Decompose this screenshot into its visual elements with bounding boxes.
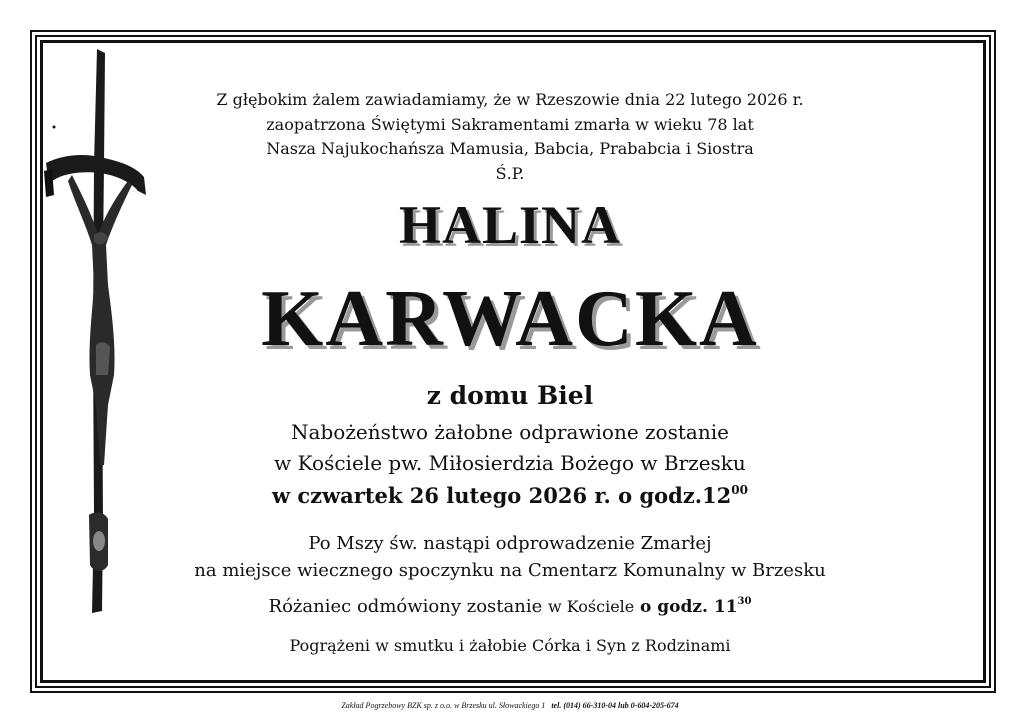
footer-phone: tel. (014) 66-310-04 lub 0-604-205-674	[551, 701, 679, 710]
mourners-line: Pogrążeni w smutku i żałobie Córka i Syn z Rodzinami	[289, 636, 731, 655]
rosary-text: Różaniec odmówiony zostanie	[268, 596, 543, 617]
footer-company: Zakład Pogrzebowy BZK sp. z o.o. w Brzesku ul. Słowackiego 1	[341, 701, 546, 710]
after-mass-line-1: Po Mszy św. nastąpi odprowadzenie Zmarłej	[308, 533, 712, 554]
deceased-first-name: HALINA	[398, 195, 622, 255]
after-mass-line-2: na miejsce wiecznego spoczynku na Cmentarz Komunalny w Brzesku	[194, 560, 826, 581]
sp-abbreviation: Ś.P.	[495, 164, 525, 183]
mass-line-1: Nabożeństwo żałobne odprawione zostanie	[291, 420, 729, 444]
funeral-date-minutes: 00	[731, 483, 748, 497]
intro-line-1: Z głębokim żalem zawiadamiamy, że w Rzeszowie dnia 22 lutego 2026 r.	[216, 90, 804, 109]
rosary-time: o godz. 11	[639, 597, 738, 617]
rosary-place: w Kościele	[547, 597, 635, 616]
rosary-minutes: 30	[737, 596, 752, 607]
deceased-last-name: KARWACKA	[261, 275, 759, 363]
intro-line-2: zaopatrzona Świętymi Sakramentami zmarła w wieku 78 lat	[266, 115, 754, 134]
footer	[120, 701, 900, 710]
funeral-date	[120, 483, 900, 508]
mass-line-2: w Kościele pw. Miłosierdzia Bożego w Brzesku	[274, 451, 746, 475]
maiden-name: z domu Biel	[426, 381, 594, 410]
rosary-line	[120, 596, 900, 617]
funeral-date-text: w czwartek 26 lutego 2026 r. o godz.12	[272, 483, 732, 508]
intro-line-3: Nasza Najukochańsza Mamusia, Babcia, Prababcia i Siostra	[266, 139, 754, 158]
